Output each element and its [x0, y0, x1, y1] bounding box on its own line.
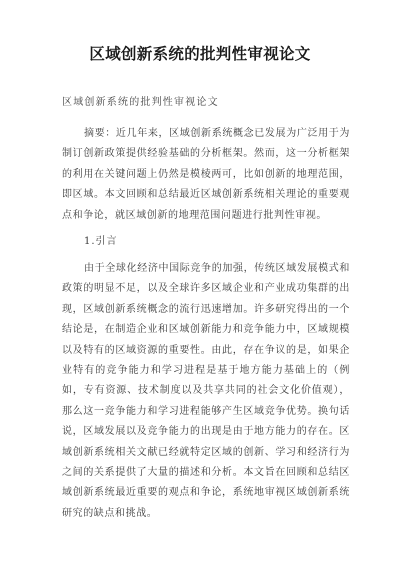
abstract-paragraph: 摘要：近几年来，区域创新系统概念已发展为广泛用于为制订创新政策提供经验基础的分析框架。然而，这一分析框架的利用在关键问题上仍然是模棱两可，比如创新的地理范围，即区域。本文回顾和总结最近区域创新系统相关理论的重要观点和争论，就区域创新的地理范围问题进行批判性审视。	[62, 128, 350, 221]
introduction-paragraph: 由于全球化经济中国际竞争的加强，传统区域发展模式和政策的明显不足，以及全球许多区域企业和产业成功集群的出现，区域创新系统概念的流行迅速增加。许多研究得出的一个结论是，在制造企业和区域创新能力和竞争能力中，区域规模以及特有的区域资源的重要性。由此，存在争议的是，如果企业特有的竞争能力和学习进程是基于地方能力基础上的（例如，专有资源、技术制度以及共享共同的社会文化价值观），那么这一竞争能力和学习进程能够产生区域竞争优势。换句话说，区域发展以及竞争能力的出现是由于地方能力的存在。区域创新系统相关文献已经就特定区域的创新、学习和经济行为之间的关系提供了大量的描述和分析。本文旨在回顾和总结区域创新系统最近重要的观点和争论，系统地审视区域创新系统研究的缺点和挑战。	[62, 263, 350, 519]
section-heading-introduction: 1.引言	[84, 236, 118, 247]
document-title: 区域创新系统的批判性审视论文	[89, 45, 311, 63]
document-subtitle: 区域创新系统的批判性审视论文	[62, 97, 219, 108]
